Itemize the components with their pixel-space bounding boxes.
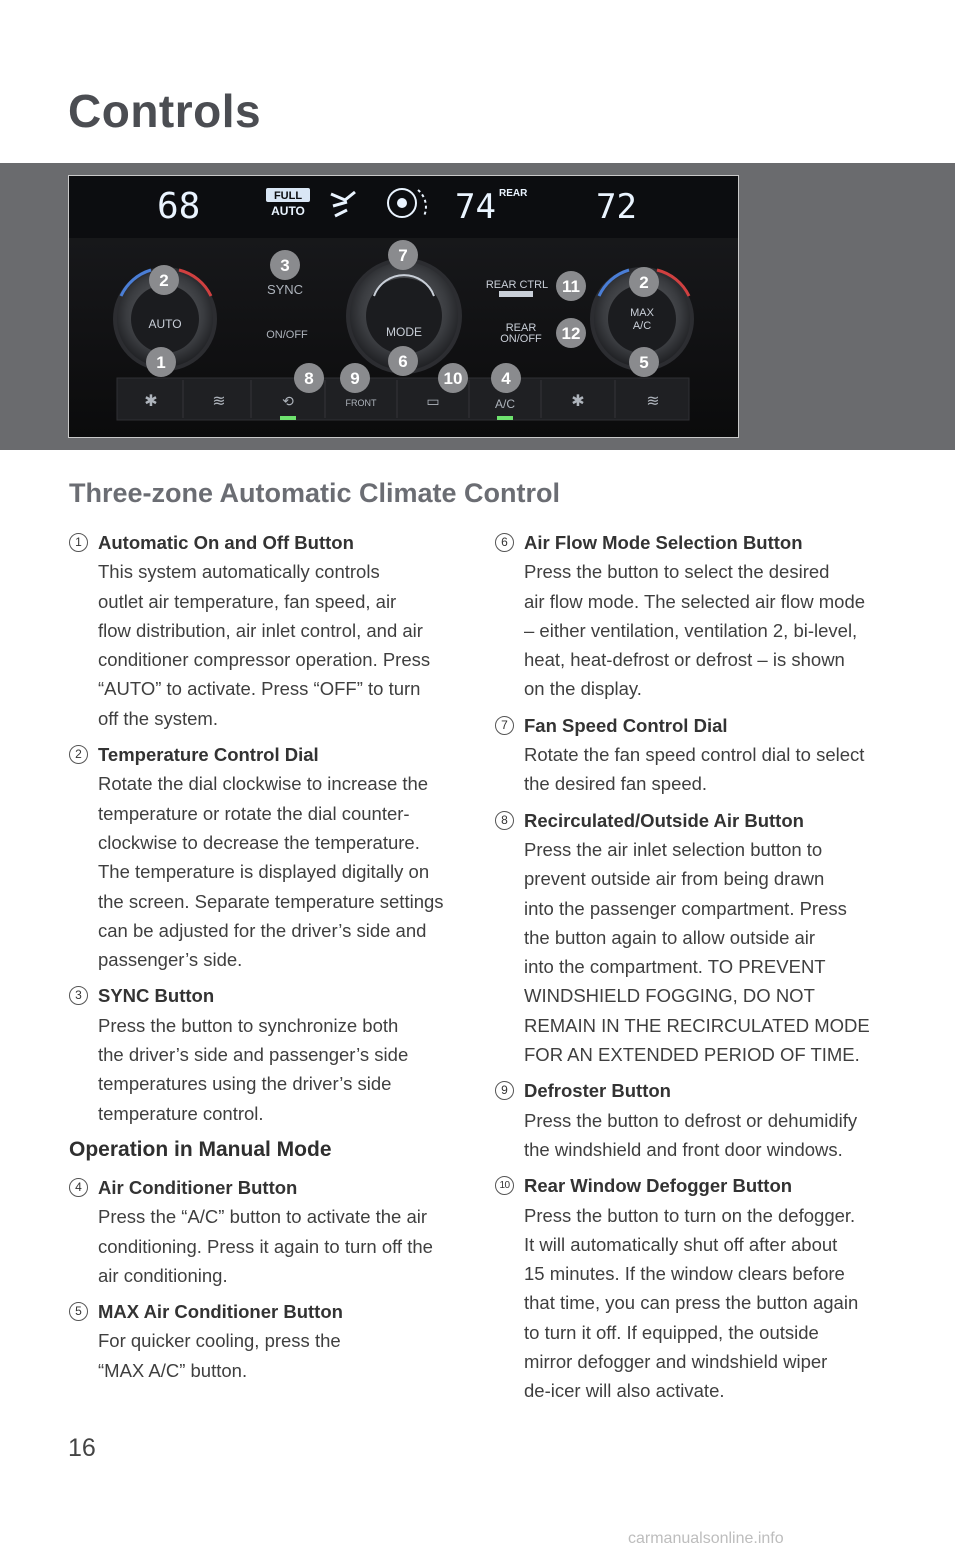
item-number-badge: 1: [69, 533, 88, 552]
section-title: Three-zone Automatic Climate Control: [69, 478, 561, 508]
svg-text:12: 12: [561, 324, 581, 343]
callout-6: [388, 346, 418, 376]
item-number-badge: 8: [495, 811, 514, 830]
rear-onoff-label-top[interactable]: REAR: [505, 322, 537, 334]
callout-2-right: [629, 267, 659, 297]
item-number-badge: 6: [495, 533, 514, 552]
callout-12: [556, 318, 586, 348]
passenger-seat-heater-icon[interactable]: ≋: [646, 393, 660, 410]
svg-text:10: 10: [443, 369, 463, 388]
watermark: carmanualsonline.info: [628, 1530, 784, 1547]
item-body: Rotate the fan speed control dial to select the desired fan speed.: [524, 744, 865, 795]
callout-3: [270, 250, 300, 280]
item-sync-button: [69, 981, 469, 1127]
callout-8: [294, 363, 324, 393]
callout-5: [629, 347, 659, 377]
bottom-button-row: [117, 378, 689, 420]
svg-text:8: 8: [304, 369, 314, 388]
item-title: Air Flow Mode Selection Button: [524, 532, 803, 553]
item-title: SYNC Button: [98, 985, 215, 1007]
right-column: [495, 528, 905, 1413]
full-badge-label: FULL: [273, 190, 303, 202]
item-max-ac: [69, 1297, 469, 1385]
item-body: Rotate the dial clockwise to increase the temperature or rotate the dial counter- clockwise to decrease the temperature. The temperature is displayed digitally on the screen. Separate temperature settings can be adjusted for the driver’s side and passenger’s side.: [98, 773, 444, 971]
svg-text:7: 7: [398, 246, 408, 265]
item-title: Air Conditioner Button: [98, 1176, 298, 1198]
item-body: Press the air inlet selection button to prevent outside air from being drawn into the passenger compartment. Press the button again to allow outside air into the compartment. TO PREVENT WINDSHIELD FOGGING, DO NOT REMAIN IN THE RECIRCULATED MODE FOR AN EXTENDED PERIOD OF TIME.: [524, 838, 870, 1066]
driver-seat-heater-icon[interactable]: ≋: [212, 393, 226, 410]
rear-ctrl-label[interactable]: REAR CTRL: [485, 279, 549, 291]
item-number-badge: 7: [495, 716, 514, 735]
item-body: This system automatically controls outlet air temperature, fan speed, air flow distribution, air inlet control, and air conditioner compressor operation. Press “AUTO” to activate. Press “OFF” to turn off the system.: [98, 561, 431, 729]
item-title: Defroster Button: [524, 1080, 671, 1102]
callout-2-left: [149, 265, 179, 295]
svg-text:9: 9: [350, 369, 360, 388]
item-body: Press the “A/C” button to activate the air conditioning. Press it again to turn off the air conditioning.: [98, 1206, 433, 1286]
onoff-button-label[interactable]: ON/OFF: [266, 329, 308, 341]
item-number-badge: 2: [69, 745, 88, 764]
item-body: Press the button to defrost or dehumidify the windshield and front door windows.: [524, 1109, 858, 1160]
svg-text:6: 6: [398, 352, 408, 371]
svg-text:1: 1: [156, 353, 166, 372]
item-automatic-on-off: [69, 528, 469, 733]
item-body: Press the button to synchronize both the driver’s side and passenger’s side temperatures using the driver’s side temperature control.: [98, 1014, 409, 1124]
callout-4: [491, 363, 521, 393]
item-number-badge: 3: [69, 986, 88, 1005]
mode-button-label: MODE: [386, 325, 422, 339]
svg-text:2: 2: [639, 273, 649, 292]
svg-text:2: 2: [159, 271, 169, 290]
item-rear-defogger: [495, 1171, 905, 1405]
passenger-seat-vent-icon[interactable]: ✱: [571, 393, 585, 410]
item-recirculated-air: [495, 806, 905, 1070]
max-ac-label-top: MAX: [630, 307, 654, 319]
front-defrost-label[interactable]: FRONT: [345, 398, 377, 408]
auto-button-label: AUTO: [148, 317, 182, 331]
rear-ctrl-indicator: [499, 291, 533, 297]
svg-text:11: 11: [562, 277, 580, 296]
rear-defogger-icon[interactable]: ▭: [426, 393, 440, 409]
manual-mode-heading: Operation in Manual Mode: [69, 1137, 332, 1161]
max-ac-label-bottom: A/C: [632, 320, 652, 332]
callout-7: [388, 240, 418, 270]
item-number-badge: 4: [69, 1178, 88, 1197]
recirculation-icon[interactable]: ⟲: [282, 393, 294, 409]
item-body: Press the button to turn on the defogger. It will automatically shut off after about 15 minutes. If the window clears before that time, you can press the button again to turn it off. If equipped, the outside mirror defogger and windshield wiper de-icer will also activate.: [524, 1204, 859, 1402]
page-number: 16: [68, 1434, 96, 1462]
item-title: Automatic On and Off Button: [98, 532, 354, 553]
recirculation-indicator: [280, 416, 296, 420]
item-number-badge: 5: [69, 1302, 88, 1321]
auto-badge-label: AUTO: [271, 204, 305, 218]
item-air-conditioner: [69, 1173, 469, 1290]
rear-display-label: REAR: [499, 188, 528, 199]
callout-1: [146, 347, 176, 377]
rear-onoff-label-bottom[interactable]: ON/OFF: [500, 333, 542, 345]
page-title: Controls: [68, 85, 262, 137]
item-temperature-dial: [69, 740, 469, 974]
callout-11: [556, 271, 586, 301]
item-fan-speed-dial: [495, 711, 905, 799]
item-body: For quicker cooling, press the “MAX A/C” button.: [98, 1330, 341, 1381]
ac-button-label[interactable]: A/C: [494, 397, 516, 411]
item-air-flow-mode: [495, 528, 905, 704]
center-temp-readout: 74: [455, 187, 496, 227]
item-title: Rear Window Defogger Button: [524, 1175, 793, 1197]
item-title: Temperature Control Dial: [98, 744, 319, 766]
climate-control-panel-photo: [68, 175, 739, 438]
item-defroster: [495, 1076, 905, 1164]
left-temp-readout: 68: [157, 186, 201, 227]
item-title: Fan Speed Control Dial: [524, 714, 728, 736]
item-body: Press the button to select the desired air flow mode. The selected air flow mode – either ventilation, ventilation 2, bi-level, heat, heat-defrost or defrost – is shown on the display.: [524, 561, 866, 700]
svg-text:4: 4: [501, 369, 511, 388]
callout-9: [340, 363, 370, 393]
svg-text:3: 3: [280, 256, 290, 275]
right-temp-readout: 72: [596, 187, 637, 227]
driver-seat-vent-icon[interactable]: ✱: [144, 393, 158, 410]
item-title: Recirculated/Outside Air Button: [524, 809, 804, 831]
item-number-badge: 9: [495, 1081, 514, 1100]
item-number-badge: 10: [495, 1176, 514, 1195]
ac-indicator: [497, 416, 513, 420]
item-title: MAX Air Conditioner Button: [98, 1301, 343, 1323]
svg-text:5: 5: [639, 353, 649, 372]
left-column: [69, 528, 469, 1392]
callout-10: [438, 363, 468, 393]
sync-button-label[interactable]: SYNC: [266, 282, 304, 297]
